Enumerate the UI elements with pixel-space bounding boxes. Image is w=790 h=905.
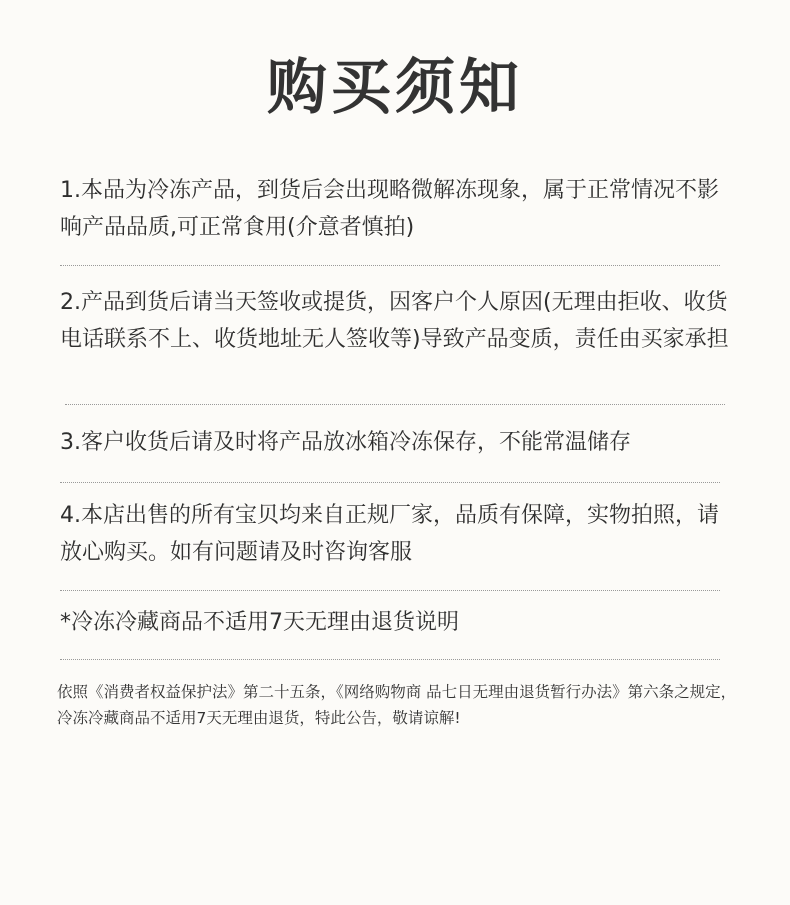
dotted-divider [60, 659, 720, 660]
notice-item-5: *冷冻冷藏商品不适用7天无理由退货说明 [60, 610, 459, 635]
notice-item-1: 1.本品为冷冻产品，到货后会出现略微解冻现象，属于正常情况不影响产品品质,可正常食用(介意者慎拍) [60, 178, 719, 240]
legal-footer-note: 依照《消费者权益保护法》第二十五条，《网络购物商 品七日无理由退货暂行办法》第六条之规定，冷冻冷藏商品不适用7天无理由退货，特此公告，敬请谅解! [57, 683, 737, 727]
page-title: 购买须知 [267, 53, 523, 123]
notice-item-3: 3.客户收货后请及时将产品放冰箱冷冻保存，不能常温储存 [60, 430, 631, 455]
notice-item-2: 2.产品到货后请当天签收或提货，因客户个人原因(无理由拒收、收货电话联系不上、收货地址无人签收等)导致产品变质，责任由买家承担 [60, 290, 729, 352]
notice-item-4: 4.本店出售的所有宝贝均来自正规厂家，品质有保障，实物拍照，请放心购买。如有问题请及时咨询客服 [60, 503, 719, 565]
dotted-divider [65, 404, 725, 405]
dotted-divider [60, 482, 720, 483]
dotted-divider [60, 265, 720, 266]
dotted-divider [60, 590, 720, 591]
